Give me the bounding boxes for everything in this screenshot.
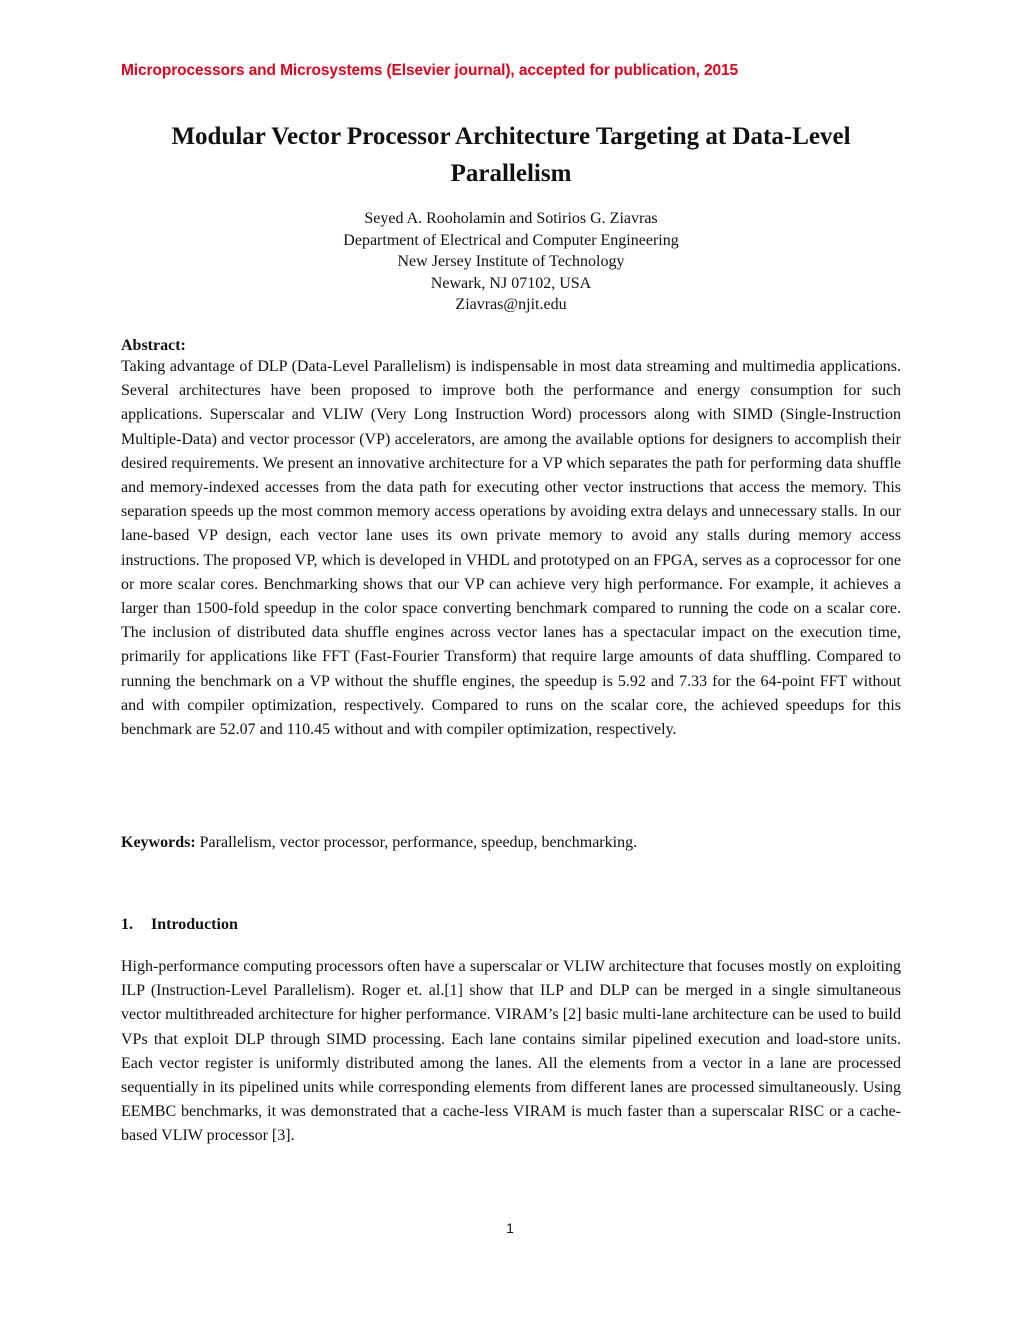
author-email[interactable]: Ziavras@njit.edu xyxy=(455,296,567,313)
section-heading-introduction xyxy=(121,914,238,936)
paper-title xyxy=(121,118,901,192)
author-names: Seyed A. Rooholamin and Sotirios G. Ziavras xyxy=(364,210,658,227)
authors-block xyxy=(121,208,901,316)
journal-header: Microprocessors and Microsystems (Elsevier journal), accepted for publication, 2015 xyxy=(121,62,739,79)
abstract-heading: Abstract: xyxy=(121,337,186,354)
paper-title-line1: Modular Vector Processor Architecture Targeting at Data-Level xyxy=(171,123,851,150)
section-number: 1. xyxy=(121,916,133,933)
keywords-label: Keywords: xyxy=(121,834,196,851)
paper-title-line2: Parallelism xyxy=(450,160,572,187)
abstract-text: Taking advantage of DLP (Data-Level Parallelism) is indispensable in most data streaming and multimedia applications. Several architectures have been proposed to improve both the performance and energy consumption for such applications. Superscalar and VLIW (Very Long Instruction Word) processors along with SIMD (Single-Instruction Multiple-Data) and vector processor (VP) accelerators, are among the available options for designers to accomplish their desired requirements. We present an innovative architecture for a VP which separates the path for performing data shuffle and memory-indexed accesses from the data path for executing other vector instructions that access the memory. This separation speeds up the most common memory access operations by avoiding extra delays and unnecessary stalls. In our lane-based VP design, each vector lane uses its own private memory to avoid any stalls during memory access instructions. The proposed VP, which is developed in VHDL and prototyped on an FPGA, serves as a coprocessor for one or more scalar cores. Benchmarking shows that our VP can achieve very high performance. For example, it achieves a larger than 1500-fold speedup in the color space converting benchmark compared to running the code on a scalar core. The inclusion of distributed data shuffle engines across vector lanes has a spectacular impact on the execution time, primarily for applications like FFT (Fast-Fourier Transform) that require large amounts of data shuffling. Compared to running the benchmark on a VP without the shuffle engines, the speedup is 5.92 and 7.33 for the 64-point FFT without and with compiler optimization, respectively. Compared to runs on the scalar core, the achieved speedups for this benchmark are 52.07 and 110.45 without and with compiler optimization, respectively. xyxy=(121,358,901,739)
page-number: 1 xyxy=(506,1220,514,1236)
abstract-section xyxy=(121,337,901,742)
section-title: Introduction xyxy=(151,916,238,933)
keywords-line xyxy=(121,832,901,854)
introduction-paragraph: High-performance computing processors often have a superscalar or VLIW architecture that focuses mostly on exploiting ILP (Instruction-Level Parallelism). Roger et. al.[1] show that ILP and DLP can be merged in a single simultaneous vector multithreaded architecture for higher performance. VIRAM’s [2] basic multi-lane architecture can be used to build VPs that exploit DLP through SIMD processing. Each lane contains similar pipelined execution and load-store units. Each vector register is uniformly distributed among the lanes. All the elements from a vector in a lane are processed sequentially in its pipelined units while corresponding elements from different lanes are processed simultaneously. Using EEMBC benchmarks, it was demonstrated that a cache-less VIRAM is much faster than a superscalar RISC or a cache-based VLIW processor [3]. xyxy=(121,958,901,1145)
author-department: Department of Electrical and Computer Engineering xyxy=(343,231,679,249)
keywords-text: Parallelism, vector processor, performance, speedup, benchmarking. xyxy=(195,834,638,851)
author-institution: New Jersey Institute of Technology xyxy=(397,253,625,270)
author-address: Newark, NJ 07102, USA xyxy=(430,274,592,292)
